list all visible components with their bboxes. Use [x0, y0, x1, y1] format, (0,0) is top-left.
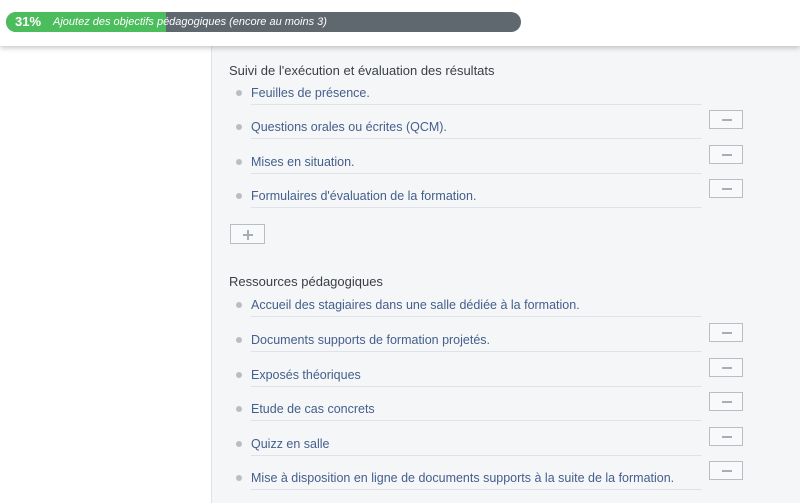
item-text[interactable]: Documents supports de formation projetés. [251, 333, 491, 347]
remove-item-button[interactable] [709, 179, 743, 198]
item-text[interactable]: Etude de cas concrets [251, 402, 375, 416]
bullet-icon [236, 302, 242, 308]
item-underline [251, 207, 702, 208]
progress-bar [6, 12, 521, 32]
left-panel [0, 46, 212, 503]
item-text[interactable]: Questions orales ou écrites (QCM). [251, 120, 447, 134]
bullet-icon [236, 193, 242, 199]
list-item [212, 185, 800, 219]
bullet-icon [236, 124, 242, 130]
bullet-icon [236, 406, 242, 412]
progress-message: Ajoutez des objectifs pédagogiques (encore au moins 3) [53, 16, 327, 28]
bullet-icon [236, 372, 242, 378]
bullet-icon [236, 475, 242, 481]
bullet-icon [236, 441, 242, 447]
remove-item-button[interactable] [709, 358, 743, 377]
item-text[interactable]: Exposés théoriques [251, 368, 361, 382]
item-text[interactable]: Feuilles de présence. [251, 86, 370, 100]
bullet-icon [236, 337, 242, 343]
remove-item-button[interactable] [709, 461, 743, 480]
item-underline [251, 455, 702, 456]
remove-item-button[interactable] [709, 427, 743, 446]
item-underline [251, 386, 702, 387]
remove-item-button[interactable] [709, 392, 743, 411]
item-underline [251, 173, 702, 174]
remove-item-button[interactable] [709, 145, 743, 164]
item-underline [251, 489, 702, 490]
item-underline [251, 351, 702, 352]
item-underline [251, 316, 702, 317]
section-title-ressources: Ressources pédagogiques [229, 274, 383, 289]
item-underline [251, 104, 702, 105]
add-item-button[interactable] [230, 224, 265, 244]
bullet-icon [236, 159, 242, 165]
item-text[interactable]: Formulaires d'évaluation de la formation. [251, 189, 477, 203]
section-title-suivi: Suivi de l'exécution et évaluation des résultats [229, 63, 495, 78]
remove-item-button[interactable] [709, 323, 743, 342]
remove-item-button[interactable] [709, 110, 743, 129]
item-underline [251, 138, 702, 139]
item-underline [251, 420, 702, 421]
item-text[interactable]: Accueil des stagiaires dans une salle dédiée à la formation. [251, 298, 580, 312]
bullet-icon [236, 90, 242, 96]
item-text[interactable]: Mise à disposition en ligne de documents supports à la suite de la formation. [251, 471, 675, 485]
item-text[interactable]: Mises en situation. [251, 155, 355, 169]
main-content [212, 46, 800, 503]
list-item [212, 467, 800, 501]
item-text[interactable]: Quizz en salle [251, 437, 330, 451]
progress-percent: 31% [15, 14, 42, 29]
top-bar [0, 0, 800, 46]
